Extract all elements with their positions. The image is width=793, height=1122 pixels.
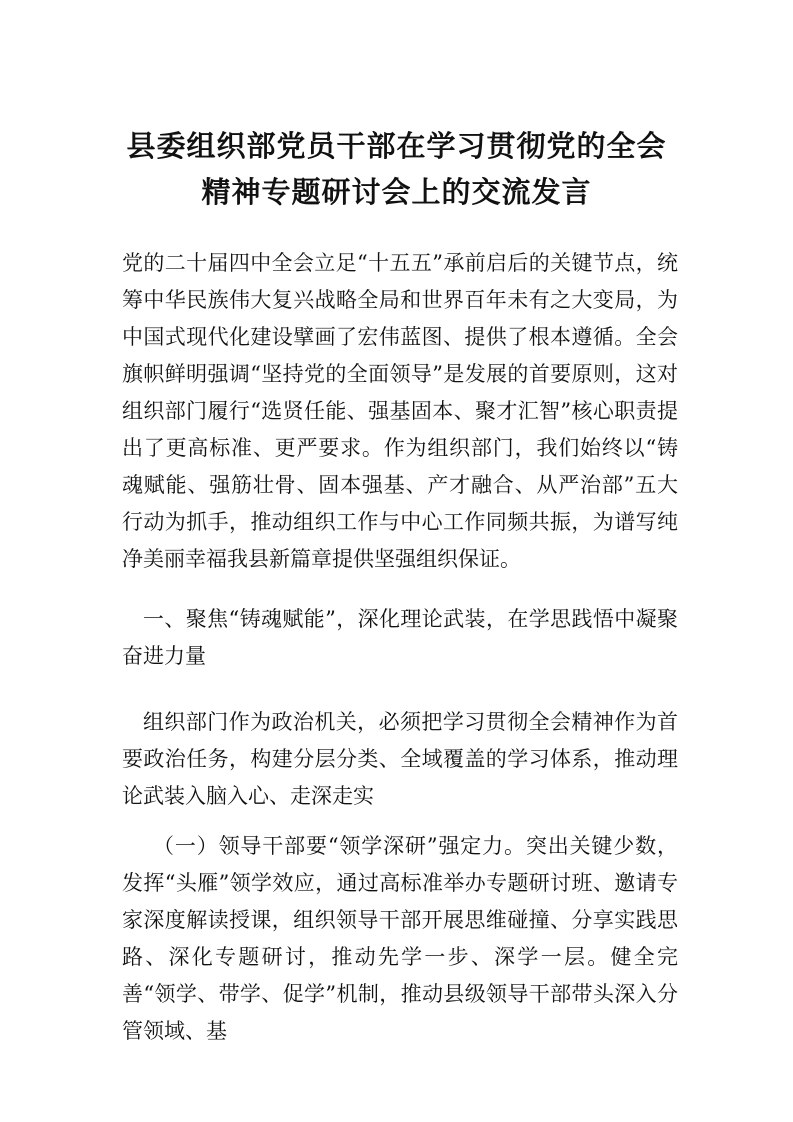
section-heading-1: 一、聚焦“铸魂赋能”，深化理论武装，在学思践悟中凝聚奋进力量 [122, 607, 678, 668]
paragraph-section-1: 组织部门作为政治机关，必须把学习贯彻全会精神作为首要政治任务，构建分层分类、全域覆盖的学习体系，推动理论武装入脑入心、走深走实 [122, 710, 678, 808]
document-title-line-2: 精神专题研讨会上的交流发言 [201, 175, 592, 209]
document-title-line-1: 县委组织部党员干部在学习贯彻党的全会 [126, 129, 667, 163]
paragraph-subsection-1: （一）领导干部要“领学深研”强定力。突出关键少数，发挥“头雁”领学效应，通过高标准举办专题研讨班、邀请专家深度解读授课，组织领导干部开展思维碰撞、分享实践思路、深化专题研讨，推动先学一步、深学一层。健全完善“领学、带学、促学”机制，推动县级领导干部带头深入分管领域、基 [122, 834, 678, 1043]
paragraph-intro: 党的二十届四中全会立足“十五五”承前启后的关键节点，统筹中华民族伟大复兴战略全局和世界百年未有之大变局，为中国式现代化建设擘画了宏伟蓝图、提供了根本遵循。全会旗帜鲜明强调“坚持党的全面领导”是发展的首要原则，这对组织部门履行“选贤任能、强基固本、聚才汇智”核心职责提出了更高标准、更严要求。作为组织部门，我们始终以“铸魂赋能、强筋壮骨、固本强基、产才融合、从严治部”五大行动为抓手，推动组织工作与中心工作同频共振，为谱写纯净美丽幸福我县新篇章提供坚强组织保证。 [122, 251, 678, 571]
